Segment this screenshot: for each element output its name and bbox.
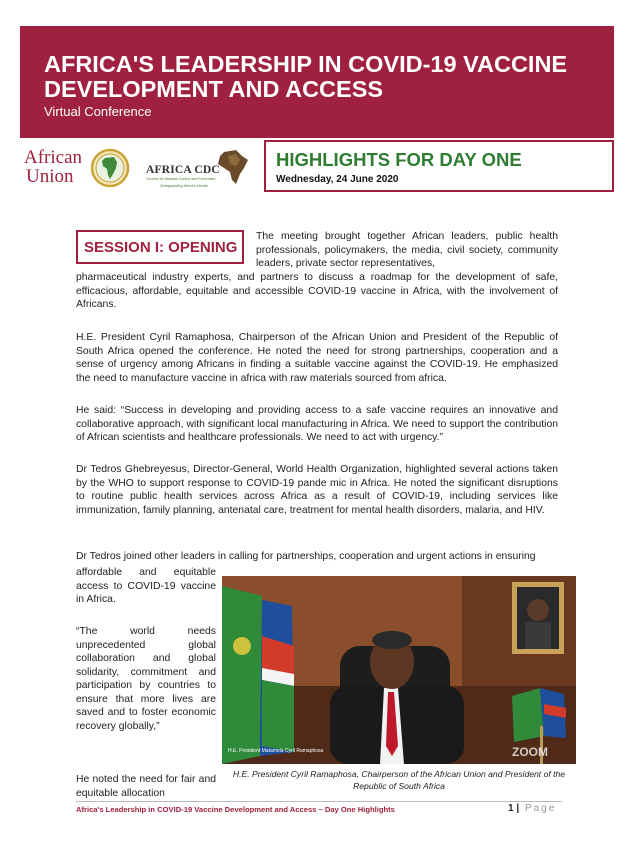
page-label: Page <box>524 803 557 814</box>
intro-paragraph-part-2: pharmaceutical industry experts, and partners to discuss a roadmap for the development of safe, efficacious, affordable, equitable and accessible COVID-19 vaccine in Africa, with the involvement of Africans. <box>76 272 558 310</box>
tedros-paragraph: Dr Tedros Ghebreyesus, Director-General, World Health Organization, highlighted several actions taken by the WHO to support response to COVID-19 pande mic in Africa. He noted the significant disruptions to routine public health services across Africa as a result of COVID-19, including services like immunization, family planning, antenatal care, treatment for mental health disorders, malaria, and HIV. <box>76 464 558 516</box>
ramaphosa-photo <box>222 576 576 764</box>
page-separator: | <box>516 803 520 814</box>
ramaphosa-quote-paragraph: He said: “Success in developing and providing access to a safe vaccine requires an innovative and collaborative approach, with significant local manufacturing in Africa. We need to support the contribution of African scientists and healthcare professionals. We need to act with urgency.” <box>76 405 558 443</box>
african-union-emblem-icon <box>90 148 130 188</box>
africa-cdc-tagline: Safeguarding Africa's Health <box>160 184 208 188</box>
intro-paragraph-part-1: The meeting brought together African leaders, public health professionals, policymakers, the media, civil society, community leaders, private sector representatives, <box>256 231 558 269</box>
session-heading-box <box>76 230 244 264</box>
african-union-logo <box>24 146 132 192</box>
highlights-box <box>264 140 614 192</box>
allocation-paragraph: He noted the need for fair and equitable allocation <box>76 774 216 799</box>
zoom-watermark: ZOOM <box>512 745 548 759</box>
footer-document-title: Africa's Leadership in COVID-19 Vaccine Development and Access – Day One Highlights <box>76 805 395 814</box>
ramaphosa-paragraph: H.E. President Cyril Ramaphosa, Chairperson of the African Union and President of the Republic of South Africa opened the conference. He noted the need for strong partnerships, cooperation and a sense of urgency among Africans in finding a suitable vaccine against the COVID-19. He emphasized the need to manufacture vaccine in africa with raw materials sourced from africa. <box>76 332 558 384</box>
footer-divider <box>76 801 562 802</box>
footer-page-indicator <box>508 803 556 814</box>
header-banner <box>20 26 614 138</box>
africa-cdc-logo <box>142 148 252 192</box>
tedros-call-paragraph: Dr Tedros joined other leaders in calling for partnerships, cooperation and urgent actions in ensuring <box>76 551 536 562</box>
document-title: AFRICA'S LEADERSHIP IN COVID-19 VACCINE DEVELOPMENT AND ACCESS <box>44 51 568 102</box>
page-number: 1 <box>508 803 514 814</box>
tedros-call-paragraph-continued: affordable and equitable access to COVID-19 vaccine in Africa. <box>76 567 216 605</box>
highlights-date: Wednesday, 24 June 2020 <box>276 174 399 185</box>
photo-overlay-name: H.E. President Matamela Cyril Ramaphosa <box>228 748 324 754</box>
africa-map-icon <box>216 148 250 188</box>
document-subtitle: Virtual Conference <box>44 104 152 119</box>
africa-cdc-logo-text: AFRICA CDC <box>146 164 220 176</box>
africa-cdc-subtitle: Centres for Disease Control and Prevention <box>146 177 216 181</box>
african-union-logo-text: African Union <box>24 147 83 187</box>
highlights-title: HIGHLIGHTS FOR DAY ONE <box>276 149 522 170</box>
tedros-quote: “The world needs unprecedented global collaboration and global solidarity, commitment and participation by countries to ensure that more lives are saved and to foster economic recovery globally,” <box>76 626 216 732</box>
session-title: SESSION I: OPENING <box>84 239 238 256</box>
photo-caption: H.E. President Cyril Ramaphosa, Chairperson of the African Union and President of the Republic of South Africa <box>232 769 566 791</box>
ramaphosa-photo-illustration <box>222 576 576 764</box>
